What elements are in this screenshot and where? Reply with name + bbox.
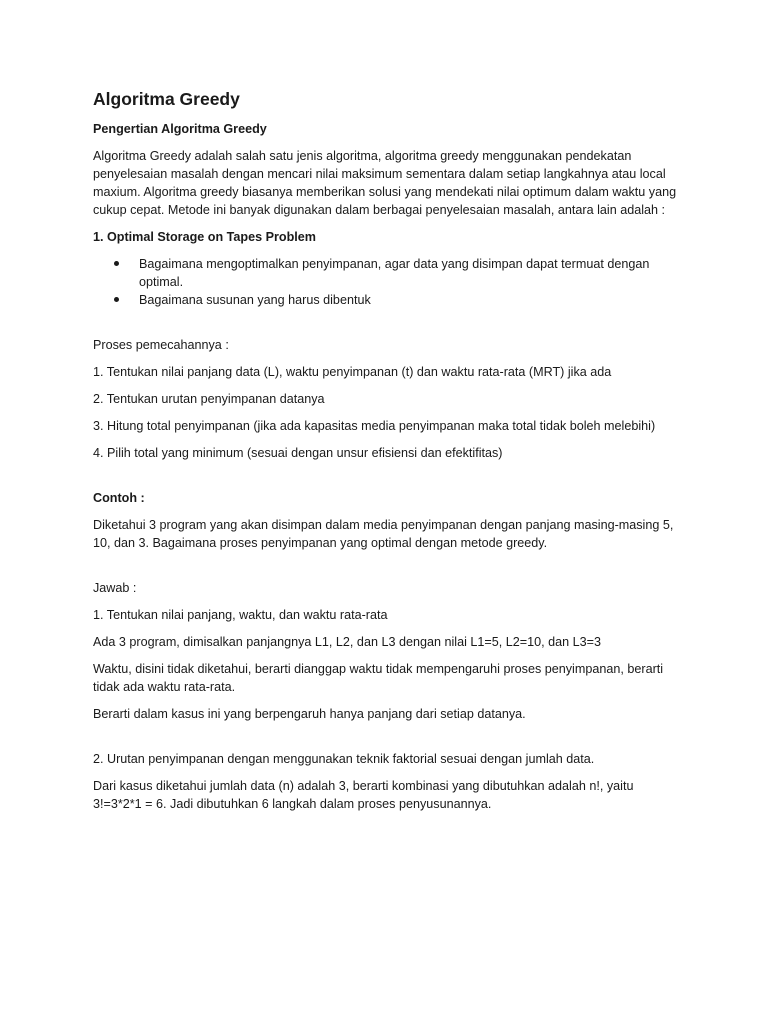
bullet-text: Bagaimana mengoptimalkan penyimpanan, agar data yang disimpan dapat termuat dengan optimal.	[139, 257, 650, 289]
bullet-icon	[114, 261, 119, 266]
process-step: 2. Tentukan urutan penyimpanan datanya	[93, 392, 325, 406]
spacer	[93, 732, 683, 750]
problem-bullet-list	[93, 255, 683, 309]
example-paragraph: Diketahui 3 program yang akan disimpan dalam media penyimpanan dengan panjang masing-masing 5, 10, dan 3. Bagaimana proses penyimpanan yang optimal dengan metode greedy.	[93, 518, 674, 550]
answer-step-1: 1. Tentukan nilai panjang, waktu, dan waktu rata-rata	[93, 608, 388, 622]
process-step: 3. Hitung total penyimpanan (jika ada kapasitas media penyimpanan maka total tidak boleh melebihi)	[93, 419, 656, 433]
answer-heading: Jawab :	[93, 581, 137, 595]
answer-paragraph: Ada 3 program, dimisalkan panjangnya L1, L2, dan L3 dengan nilai L1=5, L2=10, dan L3=3	[93, 635, 601, 649]
example-heading: Contoh :	[93, 491, 145, 505]
process-step: 4. Pilih total yang minimum (sesuai dengan unsur efisiensi dan efektifitas)	[93, 446, 503, 460]
spacer	[93, 318, 683, 336]
document-title: Algoritma Greedy	[93, 89, 240, 109]
section-heading-pengertian: Pengertian Algoritma Greedy	[93, 122, 267, 136]
bullet-item	[93, 291, 683, 309]
process-step: 1. Tentukan nilai panjang data (L), waktu penyimpanan (t) dan waktu rata-rata (MRT) jika ada	[93, 365, 612, 379]
answer-paragraph: Waktu, disini tidak diketahui, berarti dianggap waktu tidak mempengaruhi proses penyimpanan, berarti tidak ada waktu rata-rata.	[93, 662, 664, 694]
spacer	[93, 471, 683, 489]
intro-paragraph: Algoritma Greedy adalah salah satu jenis algoritma, algoritma greedy menggunakan pendekatan penyelesaian masalah dengan mencari nilai maksimum sementara dalam setiap langkahnya atau local maxium. Algoritma greedy biasanya memberikan solusi yang mendekati nilai optimum dalam waktu yang cukup cepat. Metode ini banyak digunakan dalam berbagai penyelesaian masalah, antara lain adalah :	[93, 149, 677, 217]
document-body	[93, 88, 683, 822]
bullet-text: Bagaimana susunan yang harus dibentuk	[139, 293, 371, 307]
answer-step-2: 2. Urutan penyimpanan dengan menggunakan teknik faktorial sesuai dengan jumlah data.	[93, 752, 595, 766]
problem-heading: 1. Optimal Storage on Tapes Problem	[93, 230, 317, 244]
process-heading: Proses pemecahannya :	[93, 338, 229, 352]
answer-paragraph: Dari kasus diketahui jumlah data (n) adalah 3, berarti kombinasi yang dibutuhkan adalah n!, yaitu 3!=3*2*1 = 6. Jadi dibutuhkan 6 langkah dalam proses penyusunannya.	[93, 779, 634, 811]
bullet-item	[93, 255, 683, 291]
spacer	[93, 561, 683, 579]
answer-paragraph: Berarti dalam kasus ini yang berpengaruh hanya panjang dari setiap datanya.	[93, 707, 526, 721]
bullet-icon	[114, 297, 119, 302]
